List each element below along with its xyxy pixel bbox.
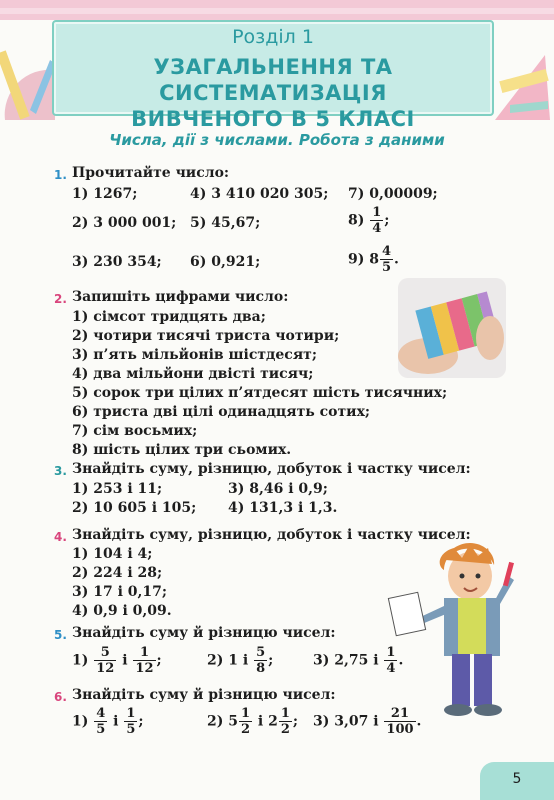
section-title: Числа, дії з числами. Робота з даними [109, 131, 445, 149]
list-item: 1) 253 і 11; [72, 481, 163, 497]
list-item: 2) 224 і 28; [72, 565, 163, 581]
list-item: 3) 230 354; [72, 254, 162, 270]
fraction: $\frac{4}{5}$ [96, 706, 106, 737]
exercise-number: 2. [54, 292, 67, 306]
chapter-subtitle [54, 54, 492, 132]
list-item: 2) чотири тисячі триста чотири; [72, 328, 340, 344]
fraction: $\frac{1}{2}$ [240, 706, 251, 737]
exercise-number: 1. [54, 168, 67, 182]
list-item: 3) 17 і 0,17; [72, 584, 168, 600]
exercise-prompt: Знайдіть суму й різницю чисел: [72, 687, 336, 703]
list-item: 6) триста дві цілі одинадцять сотих; [72, 404, 371, 420]
list-item: 8) $\frac{1}{4}$ ; [348, 205, 390, 236]
list-item: 1) сімсот тридцять два; [72, 309, 266, 325]
fraction: $\frac{21}{100}$ [386, 706, 414, 737]
list-item: 1) $\frac{4}{5}$ і $\frac{1}{5}$ ; [72, 706, 144, 737]
page-number: 5 [480, 762, 554, 800]
chapter-title: Розділ 1 [232, 26, 314, 48]
list-item: 4) 3 410 020 305; [190, 186, 329, 202]
protractor-icon [0, 40, 60, 130]
list-item: 6) 0,921; [190, 254, 261, 270]
fraction: $\frac{5}{12}$ [96, 645, 115, 676]
list-item: 4) два мільйони двісті тисяч; [72, 366, 314, 382]
list-item: 4) 0,9 і 0,09. [72, 603, 172, 619]
list-item: 1) 1267; [72, 186, 138, 202]
list-item: 9) 8 $\frac{4}{5}$ . [348, 244, 399, 275]
chapter-subtitle-line2: ВИВЧЕНОГО В 5 КЛАСІ [131, 107, 415, 131]
list-item: 5) сорок три цілих п’ятдесят шість тисячних; [72, 385, 448, 401]
exercise-number: 4. [54, 530, 67, 544]
list-item: 2) 3 000 001; [72, 215, 177, 231]
exercise-prompt: Прочитайте число: [72, 165, 230, 181]
exercise-prompt: Знайдіть суму, різницю, добуток і частку чисел: [72, 461, 471, 477]
exercise-number: 6. [54, 690, 67, 704]
list-item: 2) 10 605 і 105; [72, 500, 197, 516]
list-item: 2) 1 і $\frac{5}{8}$ ; [207, 645, 274, 676]
list-item: 4) 131,3 і 1,3. [228, 500, 338, 516]
fraction: $\frac{1}{12}$ [135, 645, 154, 676]
list-item: 2) 5 $\frac{1}{2}$ і 2 $\frac{1}{2}$ ; [207, 706, 299, 737]
fraction: $\frac{1}{4}$ [372, 205, 382, 236]
ruler-icon [490, 45, 554, 125]
number-cube-puzzle-image [398, 278, 506, 378]
fraction: $\frac{1}{2}$ [280, 706, 290, 737]
fraction: $\frac{4}{5}$ [381, 244, 392, 275]
list-item: 7) сім восьмих; [72, 423, 198, 439]
list-item: 3) 2,75 і $\frac{1}{4}$ . [313, 645, 404, 676]
list-item: 5) 45,67; [190, 215, 261, 231]
exercise-prompt: Знайдіть суму й різницю чисел: [72, 625, 336, 641]
list-item: 3) 3,07 і $\frac{21}{100}$ . [313, 706, 422, 737]
list-item: 3) п’ять мільйонів шістдесят; [72, 347, 318, 363]
list-item: 3) 8,46 і 0,9; [228, 481, 328, 497]
exercise-prompt: Знайдіть суму, різницю, добуток і частку чисел: [72, 527, 471, 543]
list-item: 1) $\frac{5}{12}$ і $\frac{1}{12}$ ; [72, 645, 162, 676]
fraction: $\frac{1}{4}$ [386, 645, 396, 676]
list-item: 7) 0,00009; [348, 186, 438, 202]
boy-with-notepad-illustration [384, 540, 524, 720]
chapter-subtitle-line1: УЗАГАЛЬНЕННЯ ТА СИСТЕМАТИЗАЦІЯ [153, 55, 393, 105]
chapter-header [52, 20, 494, 131]
exercise-number: 3. [54, 464, 67, 478]
item-label: 8) [348, 212, 365, 229]
fraction: $\frac{5}{8}$ [256, 645, 266, 676]
item-label: 9) 8 [348, 251, 379, 268]
exercise-number: 5. [54, 628, 67, 642]
fraction: $\frac{1}{5}$ [126, 706, 136, 737]
list-item: 1) 104 і 4; [72, 546, 153, 562]
top-decor-stripe [0, 8, 554, 14]
list-item: 8) шість цілих три сьомих. [72, 442, 292, 458]
exercise-prompt: Запишіть цифрами число: [72, 289, 289, 305]
